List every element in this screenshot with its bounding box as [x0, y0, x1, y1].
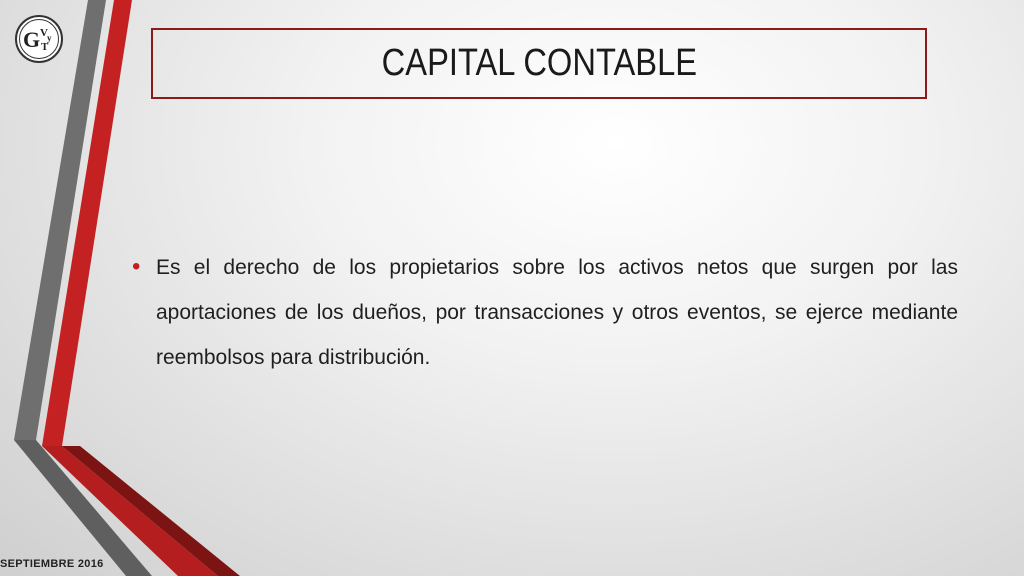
bullet-item: [132, 252, 958, 380]
svg-text:y: y: [47, 33, 52, 43]
svg-text:V: V: [40, 27, 48, 39]
svg-text:G: G: [23, 27, 41, 52]
bullet-text: Es el derecho de los propietarios sobre los activos netos que surgen por las aportaciones de los dueños, por transacciones y otros eventos, se ejerce mediante reembolsos para distribución.: [156, 256, 958, 369]
footer-date: SEPTIEMBRE 2016: [0, 558, 104, 570]
gvyt-logo: [14, 14, 64, 64]
slide-title: CAPITAL CONTABLE: [381, 42, 697, 84]
bullet-dot-icon: •: [132, 253, 141, 280]
title-box: [151, 28, 927, 99]
svg-text:T: T: [41, 41, 49, 53]
